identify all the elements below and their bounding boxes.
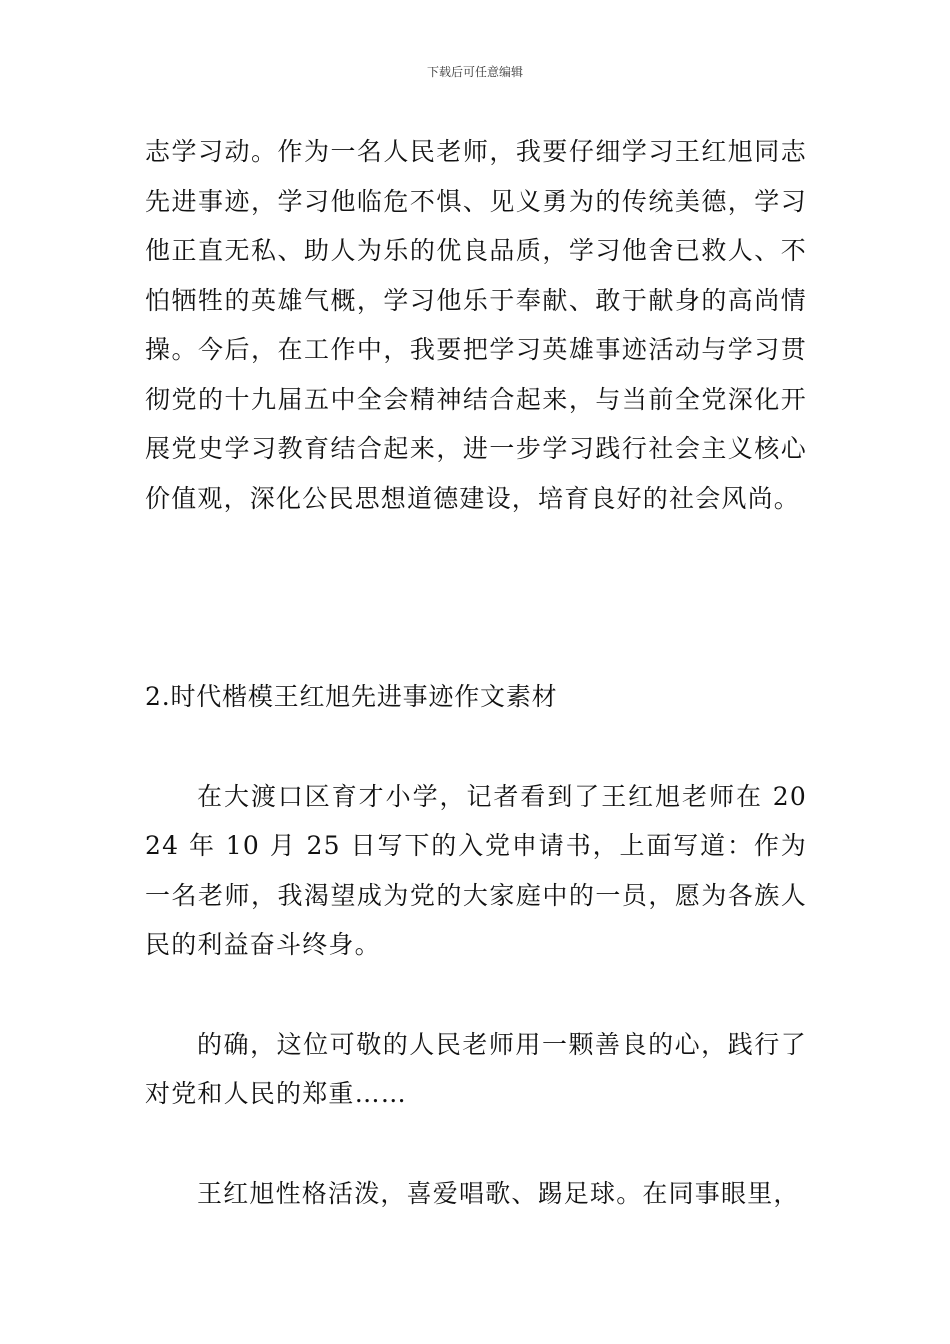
paragraph: 在大渡口区育才小学，记者看到了王红旭老师在 2024 年 10 月 25 日写下的入党申请书，上面写道：作为一名老师，我渴望成为党的大家庭中的一员，愿为各族人民的利益奋斗终身。 [145,781,807,959]
page-header: 下载后可任意编辑 [426,65,523,79]
paragraph: 的确，这位可敬的人民老师用一颗善良的心，践行了对党和人民的郑重…… [145,1029,807,1108]
paragraph: 志学习动。作为一名人民老师，我要仔细学习王红旭同志先进事迹，学习他临危不惧、见义勇为的传统美德，学习他正直无私、助人为乐的优良品质，学习他舍已救人、不怕牺牲的英雄气概，学习他乐于奉献、敢于献身的高尚情操。今后，在工作中，我要把学习英雄事迹活动与学习贯彻党的十九届五中全会精神结合起来，与当前全党深化开展党史学习教育结合起来，进一步学习践行社会主义核心价值观，深化公民思想道德建设，培育良好的社会风尚。 [145,137,807,513]
section-heading: 2.时代楷模王红旭先进事迹作文素材 [145,682,558,711]
document-body [145,127,807,1218]
paragraph: 王红旭性格活泼，喜爱唱歌、踢足球。在同事眼里， [197,1178,800,1208]
